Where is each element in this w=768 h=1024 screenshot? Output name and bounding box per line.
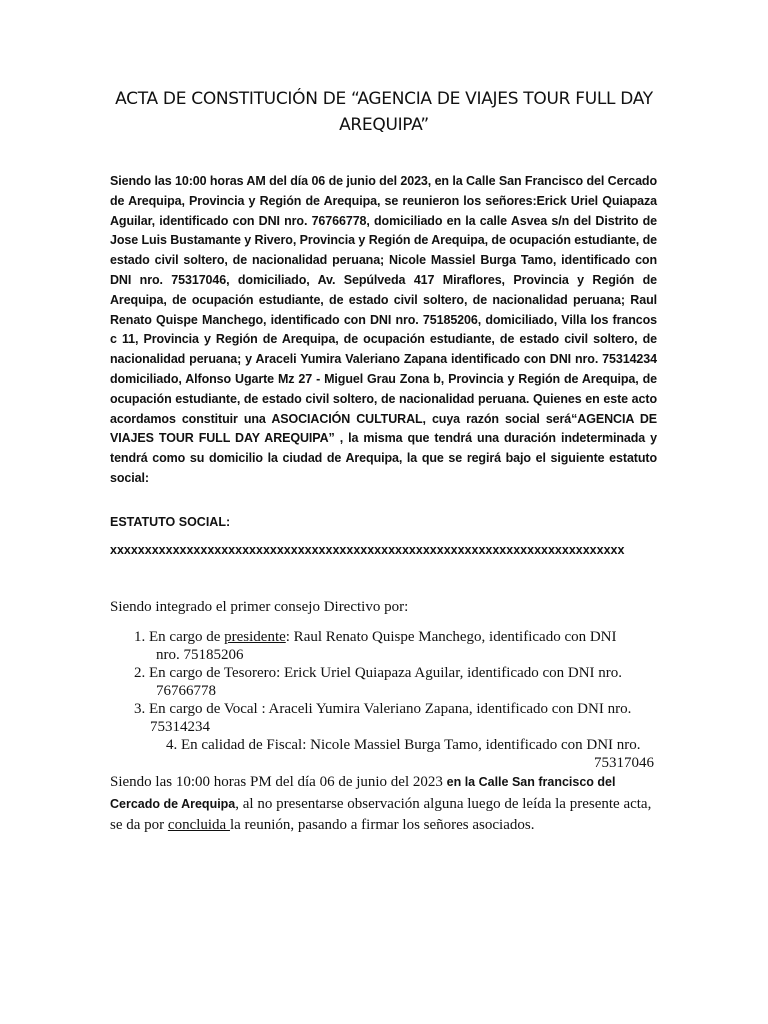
closing-concluded: concluida [167, 817, 230, 833]
council-item-fiscal [166, 736, 654, 772]
council-intro: Siendo integrado el primer consejo Directivo por: [110, 599, 409, 615]
council-item-text: En cargo de Tesorero: Erick Uriel Quiapaza Aguilar, identificado con DNI nro. [149, 665, 623, 681]
council-item-text: En cargo de Vocal : Araceli Yumira Valeriano Zapana, identificado con DNI nro. [149, 701, 632, 717]
council-item-continuation: 75317046 [594, 755, 654, 771]
closing-text: la reunión, pasando a firmar los señores asociados. [229, 817, 535, 833]
closing-text: Siendo las 10:00 horas PM del día 06 de junio del 2023 [110, 774, 447, 790]
council-item-president [134, 628, 617, 664]
council-item-text: En cargo de [149, 629, 225, 645]
council-item-number: 3. [134, 701, 146, 717]
title-line-1: ACTA DE CONSTITUCIÓN DE “AGENCIA DE VIAJES TOUR FULL DAY [115, 89, 653, 109]
council-item-vocal [134, 700, 631, 736]
closing-location: en la Calle San francisco del Cercado de Arequipa [110, 775, 616, 811]
council-item-continuation: nro. 75185206 [156, 647, 244, 663]
estatuto-heading: ESTATUTO SOCIAL: [110, 515, 231, 529]
council-item-continuation: 76766778 [156, 683, 216, 699]
council-item-text: : Raul Renato Quispe Manchego, identificado con DNI [285, 629, 617, 645]
council-item-number: 4. [166, 737, 178, 753]
opening-paragraph: Siendo las 10:00 horas AM del día 06 de junio del 2023, en la Calle San Francisco del Cercado de Arequipa, Provincia y Región de Arequipa, se reunieron los señores:Erick Uriel Quiapaza Aguilar, identificado con DNI nro. 76766778, domiciliado en la calle Asvea s/n del Distrito de Jose Luis Bustamante y Rivero, Provincia y Región de Arequipa, de ocupación estudiante, de estado civil soltero, de nacionalidad peruana; Nicole Massiel Burga Tamo, identificado con DNI nro. 75317046, domiciliado, Av. Sepúlveda 417 Miraflores, Provincia y Región de Arequipa, de ocupación estudiante, de estado civil soltero, de nacionalidad peruana; Raul Renato Quispe Manchego, identificado con DNI nro. 75185206, domiciliado, Villa los francos c 11, Provincia y Región de Arequipa, de ocupación estudiante, de estado civil soltero, de nacionalidad peruana; y Araceli Yumira Valeriano Zapana identificado con DNI nro. 75314234 domiciliado, Alfonso Ugarte Mz 27 - Miguel Grau Zona b, Provincia y Región de Arequipa, de ocupación estudiante, de estado civil soltero, de nacionalidad peruana. Quienes en este acto acordamos constituir una ASOCIACIÓN CULTURAL, cuya razón social será“AGENCIA DE VIAJES TOUR FULL DAY AREQUIPA” , la misma que tendrá una duración indeterminada y tendrá como su domicilio la ciudad de Arequipa, la que se regirá bajo el siguiente estatuto social: [110, 174, 657, 485]
closing-text: , al no presentarse observación alguna luego de leída la presente acta, se da por [110, 795, 652, 833]
council-item-continuation: 75314234 [150, 719, 210, 735]
document-title [90, 86, 678, 138]
estatuto-placeholder: xxxxxxxxxxxxxxxxxxxxxxxxxxxxxxxxxxxxxxxxxxxxxxxxxxxxxxxxxxxxxxxxxxxxxxxxxx [110, 543, 625, 557]
title-line-2: AREQUIPA” [339, 115, 429, 135]
council-item-number: 2. [134, 665, 146, 681]
council-item-text: En calidad de Fiscal: Nicole Massiel Burga Tamo, identificado con DNI nro. [181, 737, 641, 753]
closing-paragraph [110, 772, 658, 837]
council-item-treasurer [134, 664, 622, 700]
role-president: presidente [224, 629, 286, 645]
council-item-number: 1. [134, 629, 146, 645]
